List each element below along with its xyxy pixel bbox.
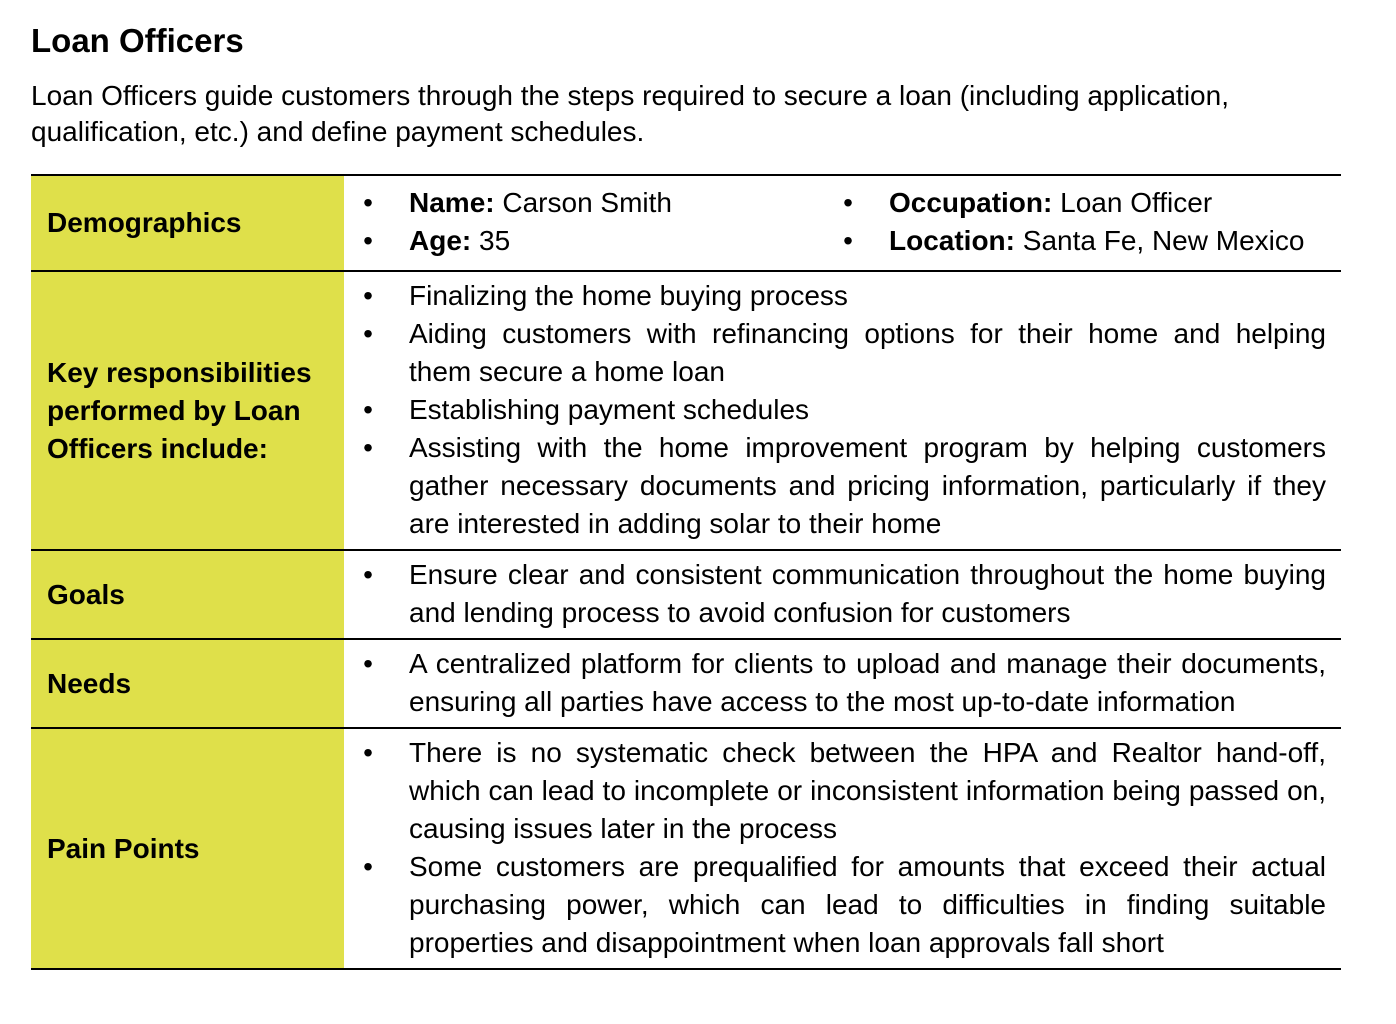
responsibilities-label: Key responsibilities performed by Loan Officers include:	[31, 271, 344, 550]
goals-row	[31, 550, 1341, 639]
age-label: Age:	[409, 225, 479, 256]
list-item: • Ensure clear and consistent communication throughout the home buying and lending process to avoid confusion for customers	[344, 556, 1326, 632]
demographic-age	[344, 222, 824, 260]
occupation-label: Occupation:	[889, 187, 1061, 218]
responsibilities-content	[344, 271, 1341, 550]
age-value: 35	[479, 225, 511, 256]
pain-points-label: Pain Points	[31, 728, 344, 969]
bullet-icon: •	[363, 318, 373, 349]
needs-content	[344, 639, 1341, 728]
demographics-row	[31, 175, 1341, 271]
bullet-icon: •	[363, 851, 373, 882]
responsibilities-row	[31, 271, 1341, 550]
pain-points-row	[31, 728, 1341, 969]
persona-table	[31, 174, 1341, 970]
list-item: • A centralized platform for clients to upload and manage their documents, ensuring all parties have access to the most up-to-date information	[344, 645, 1326, 721]
bullet-icon: •	[363, 187, 373, 218]
demographic-occupation	[824, 184, 1326, 222]
pain-points-content	[344, 728, 1341, 969]
name-value: Carson Smith	[502, 187, 672, 218]
goals-list	[344, 556, 1326, 632]
demographics-grid	[344, 181, 1326, 264]
goals-label: Goals	[31, 550, 344, 639]
bullet-icon: •	[363, 432, 373, 463]
responsibilities-list	[344, 277, 1326, 543]
bullet-icon: •	[363, 394, 373, 425]
demographic-name	[344, 184, 824, 222]
needs-row	[31, 639, 1341, 728]
bullet-icon: •	[363, 280, 373, 311]
list-item: • Finalizing the home buying process	[344, 277, 1326, 315]
bullet-icon: •	[363, 648, 373, 679]
list-item: • Assisting with the home improvement program by helping customers gather necessary documents and pricing information, particularly if they are interested in adding solar to their home	[344, 429, 1326, 543]
bullet-icon: •	[363, 559, 373, 590]
goals-content	[344, 550, 1341, 639]
location-value: Santa Fe, New Mexico	[1022, 225, 1305, 256]
bullet-icon: •	[843, 225, 853, 256]
page-title: Loan Officers	[31, 22, 244, 59]
needs-list	[344, 645, 1326, 721]
list-item: • Establishing payment schedules	[344, 391, 1326, 429]
bullet-icon: •	[363, 225, 373, 256]
bullet-icon: •	[363, 737, 373, 768]
needs-label: Needs	[31, 639, 344, 728]
demographics-label: Demographics	[31, 175, 344, 271]
list-item: • Some customers are prequalified for amounts that exceed their actual purchasing power, which can lead to difficulties in finding suitable properties and disappointment when loan approvals fall short	[344, 848, 1326, 962]
list-item: • Aiding customers with refinancing options for their home and helping them secure a home loan	[344, 315, 1326, 391]
intro-paragraph: Loan Officers guide customers through the steps required to secure a loan (including application, qualification, etc.) and define payment schedules.	[31, 80, 1229, 147]
occupation-value: Loan Officer	[1060, 187, 1213, 218]
demographic-location	[824, 222, 1326, 260]
pain-points-list	[344, 734, 1326, 962]
name-label: Name:	[409, 187, 503, 218]
list-item: • There is no systematic check between the HPA and Realtor hand-off, which can lead to incomplete or inconsistent information being passed on, causing issues later in the process	[344, 734, 1326, 848]
bullet-icon: •	[843, 187, 853, 218]
location-label: Location:	[889, 225, 1023, 256]
demographics-content	[344, 175, 1341, 271]
